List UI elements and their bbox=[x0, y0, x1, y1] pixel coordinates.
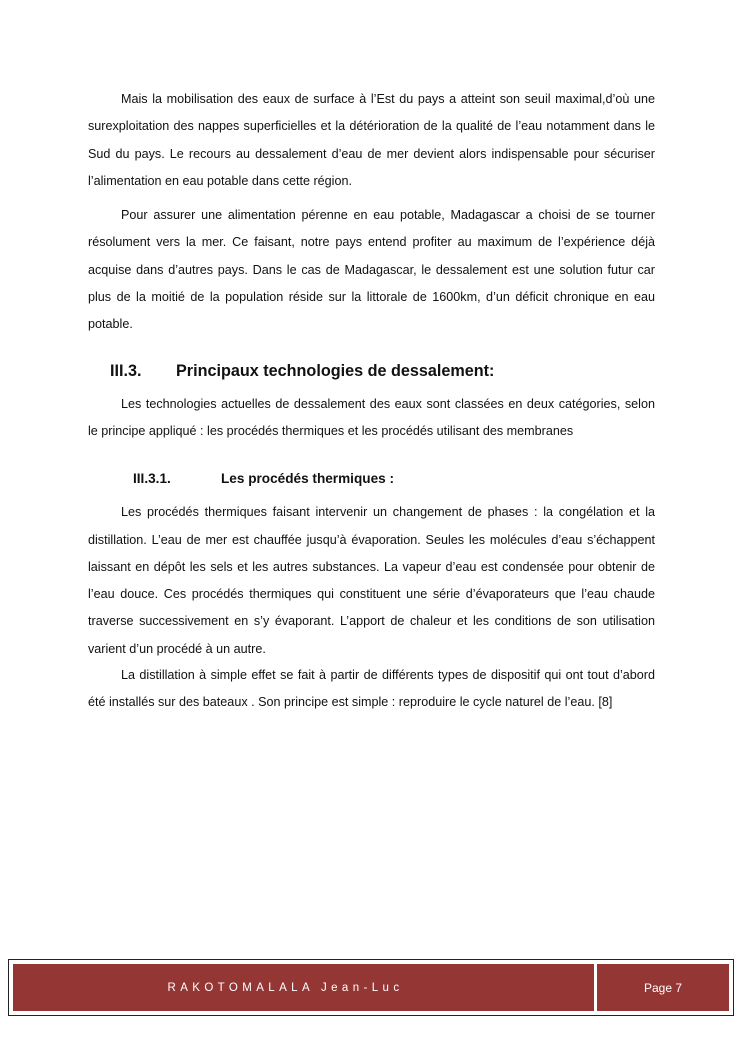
subsection-title: Les procédés thermiques : bbox=[221, 471, 394, 487]
document-body bbox=[88, 86, 655, 717]
paragraph-simple-distillation: La distillation à simple effet se fait à partir de différents types de dispositif qui ont tout d’abord été installés sur des bateaux . Son principe est simple : reproduire le cycle naturel de l’eau. [8] bbox=[88, 668, 655, 710]
footer-page-number: Page 7 bbox=[597, 964, 729, 1011]
footer-author: RAKOTOMALALA Jean-Luc bbox=[13, 964, 594, 1011]
paragraph-madagascar-sea: Pour assurer une alimentation pérenne en eau potable, Madagascar a choisi de se tourner résolument vers la mer. Ce faisant, notre pays entend profiter au maximum de l’expérience déjà acquise dans d’autres pays. Dans le cas de Madagascar, le dessalement est une solution futur car plus de la moitié de la population réside sur la littorale de 1600km, d’un déficit chronique en eau potable. bbox=[88, 208, 655, 332]
paragraph-surface-water: Mais la mobilisation des eaux de surface à l’Est du pays a atteint son seuil maximal,d’où une surexploitation des nappes superficielles et la détérioration de la qualité de l’eau notamment dans le Sud du pays. Le recours au dessalement d’eau de mer devient alors indispensable pour sécuriser l’alimentation en eau potable dans cette région. bbox=[88, 92, 655, 188]
paragraph-technologies: Les technologies actuelles de dessalement des eaux sont classées en deux catégories, selon le principe appliqué : les procédés thermiques et les procédés utilisant des membranes bbox=[88, 396, 655, 438]
section-heading bbox=[110, 357, 655, 385]
page-footer bbox=[8, 959, 734, 1016]
section-title: Principaux technologies de dessalement: bbox=[176, 361, 495, 380]
paragraph-thermal-processes: Les procédés thermiques faisant intervenir un changement de phases : la congélation et la distillation. L’eau de mer est chauffée jusqu’à évaporation. Seules les molécules d’eau s’échappent laissant en dépôt les sels et les autres substances. La vapeur d’eau est condensée pour obtenir de l’eau douce. Ces procédés thermiques qui constituent une série d’évaporateurs que l’eau chaude traverse successivement en s’y évaporant. L’apport de chaleur et les conditions de son utilisation varient d’un procédé à un autre. bbox=[88, 505, 655, 656]
subsection-heading bbox=[133, 465, 655, 493]
section-number: III.3. bbox=[110, 361, 142, 380]
subsection-number: III.3.1. bbox=[133, 471, 171, 487]
